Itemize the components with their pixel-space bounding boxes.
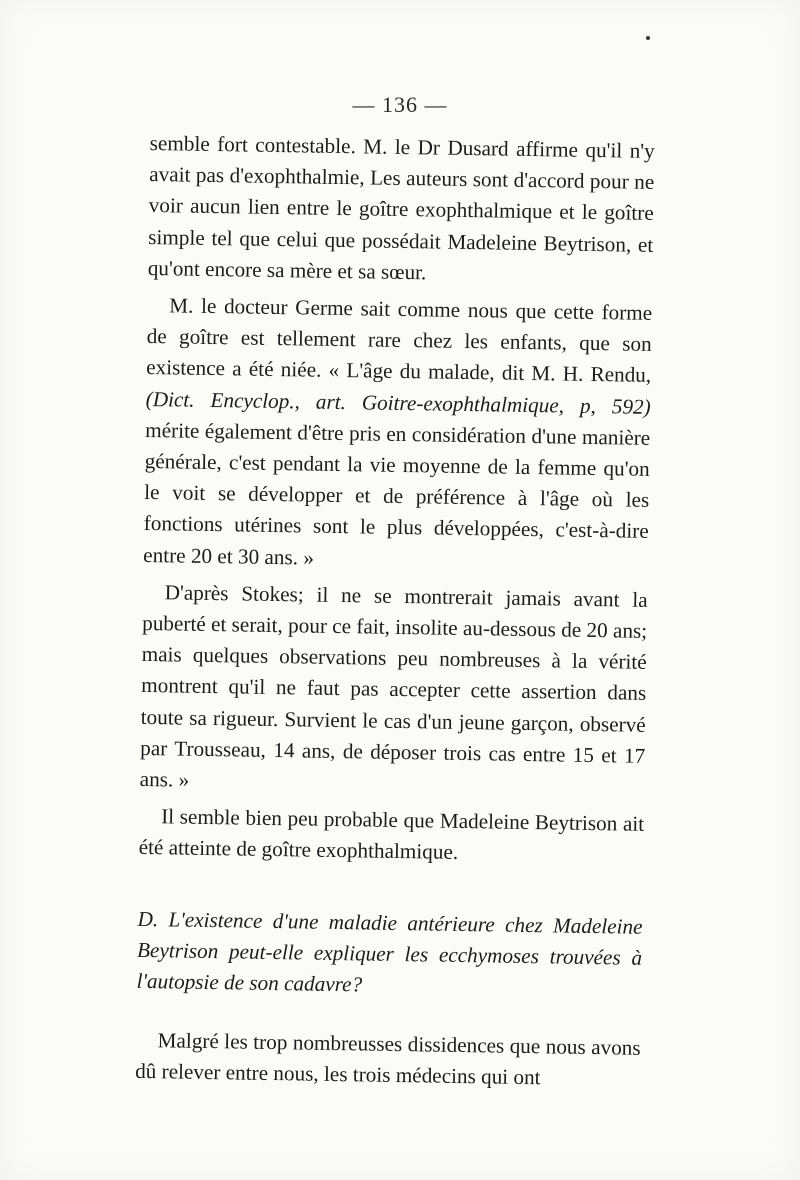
page-text — [135, 128, 655, 1101]
paragraph-5: Malgré les trop nombreusses dissidences que nous avons dû relever entre nous, les trois médecins qui ont — [135, 1027, 641, 1090]
paragraph-4: Il semble bien peu probable que Madeleine Beytrison ait été atteinte de goître exophthalmique. — [138, 804, 645, 865]
paragraph-1: semble fort contestable. M. le Dr Dusard affirme qu'il n'y avait pas d'exophthalmie, Les auteurs sont d'accord pour ne voir aucun lien entre le goître exophthalmique et le goître simple tel que celui que possédait Madeleine Beytrison, et qu'ont encore sa mère et sa sœur. — [147, 130, 655, 285]
paragraph-3: D'après Stokes; il ne se montrerait jamais avant la puberté et serait, pour ce fait, insolite au-dessous de 20 ans; mais quelques observations peu nombreuses à la vérité montrent qu'il ne faut pas accepter cette assertion dans toute sa rigueur. Survient le cas d'un jeune garçon, observé par Trousseau, 14 ans, de déposer trois cas entre 15 et 17 ans. » — [139, 580, 648, 792]
section-heading-d: D. L'existence d'une maladie antérieure chez Madeleine Beytrison peut-elle expliquer les ecchymoses trouvées à l'autopsie de son cadavre? — [136, 906, 643, 997]
paragraph-2 — [143, 290, 652, 579]
paragraph-2-text: M. le docteur Germe sait comme nous que cette forme de goître est tellement rare chez les enfants, que son existence a été niée. « L'âge du malade, dit M. H. Rendu, — [146, 293, 653, 388]
ink-speck — [646, 36, 650, 40]
paragraph-2-continued: mérite également d'être pris en considération d'une manière générale, c'est pendant la vie moyenne de la femme qu'on le voit se développer et de préférence à l'âge où les fonctions utérines sont le plus développées, c'est-à-dire entre 20 et 30 ans. » — [143, 417, 651, 570]
page-number: — 136 — — [352, 92, 448, 117]
citation: (Dict. Encyclop., art. Goitre-exophthalmique, p, 592) — [145, 386, 651, 419]
